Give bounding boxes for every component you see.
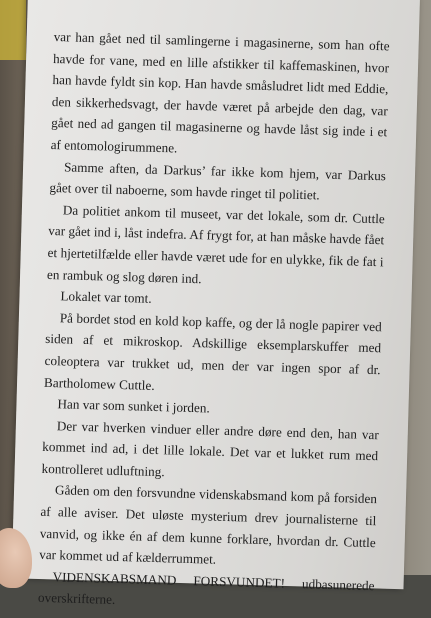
paragraph: VIDENSKABSMAND FORSVUNDET! udbasunerede overskrifterne.: [37, 569, 375, 608]
paragraph: Han var som sunket i jorden.: [57, 396, 210, 416]
paragraph: Samme aften, da Darkus’ far ikke kom hjem, var Darkus gået over til naboerne, som havde ringet til politiet.: [49, 158, 387, 203]
page-text: [38, 26, 390, 618]
paragraph: Der var hverken vinduer eller andre døre end den, han var kommet ind ad, i det lille lokale. Det var et lukket rum med kontrolleret udluftning.: [41, 417, 379, 480]
paragraph: På bordet stod en kold kop kaffe, og der lå nogle papirer ved siden af et mikroskop. Adskillige eksemplarskuffer med coleoptera var trukket ud, men der var ingen spor af dr. Bartholomew Cuttle.: [43, 309, 382, 393]
paragraph: Gåden om den forsvundne videnskabsmand kom på forsiden af alle aviser. Det uløste mysterium drev journalisterne til vanvid, og ikke én af dem kunne forklare, hvordan dr. Cuttle var kommet ud af kælderrummet.: [39, 482, 378, 567]
paragraph: Lokalet var tomt.: [60, 288, 152, 306]
background-object: [0, 0, 26, 60]
paragraph: Da politiet ankom til museet, var det lokale, som dr. Cuttle var gået ind i, låst indefra. Af frygt for, at han måske havde fået et hjertetilfælde eller havde været ude for en ulykke, fik de fat i en rambuk og slog døren ind.: [46, 202, 385, 286]
paragraph: var han gået ned til samlingerne i magasinerne, som han ofte havde for vane, med en lille afstikker til kaffemaskinen, hvor han havde fyldt sin kop. Han havde småsludret lidt med Eddie, den sikkerhedsvagt, der havde været på arbejde den dag, var gået ned ad gangen til magasinerne og havde låst sig inde i et af entomologirummene.: [50, 28, 390, 156]
